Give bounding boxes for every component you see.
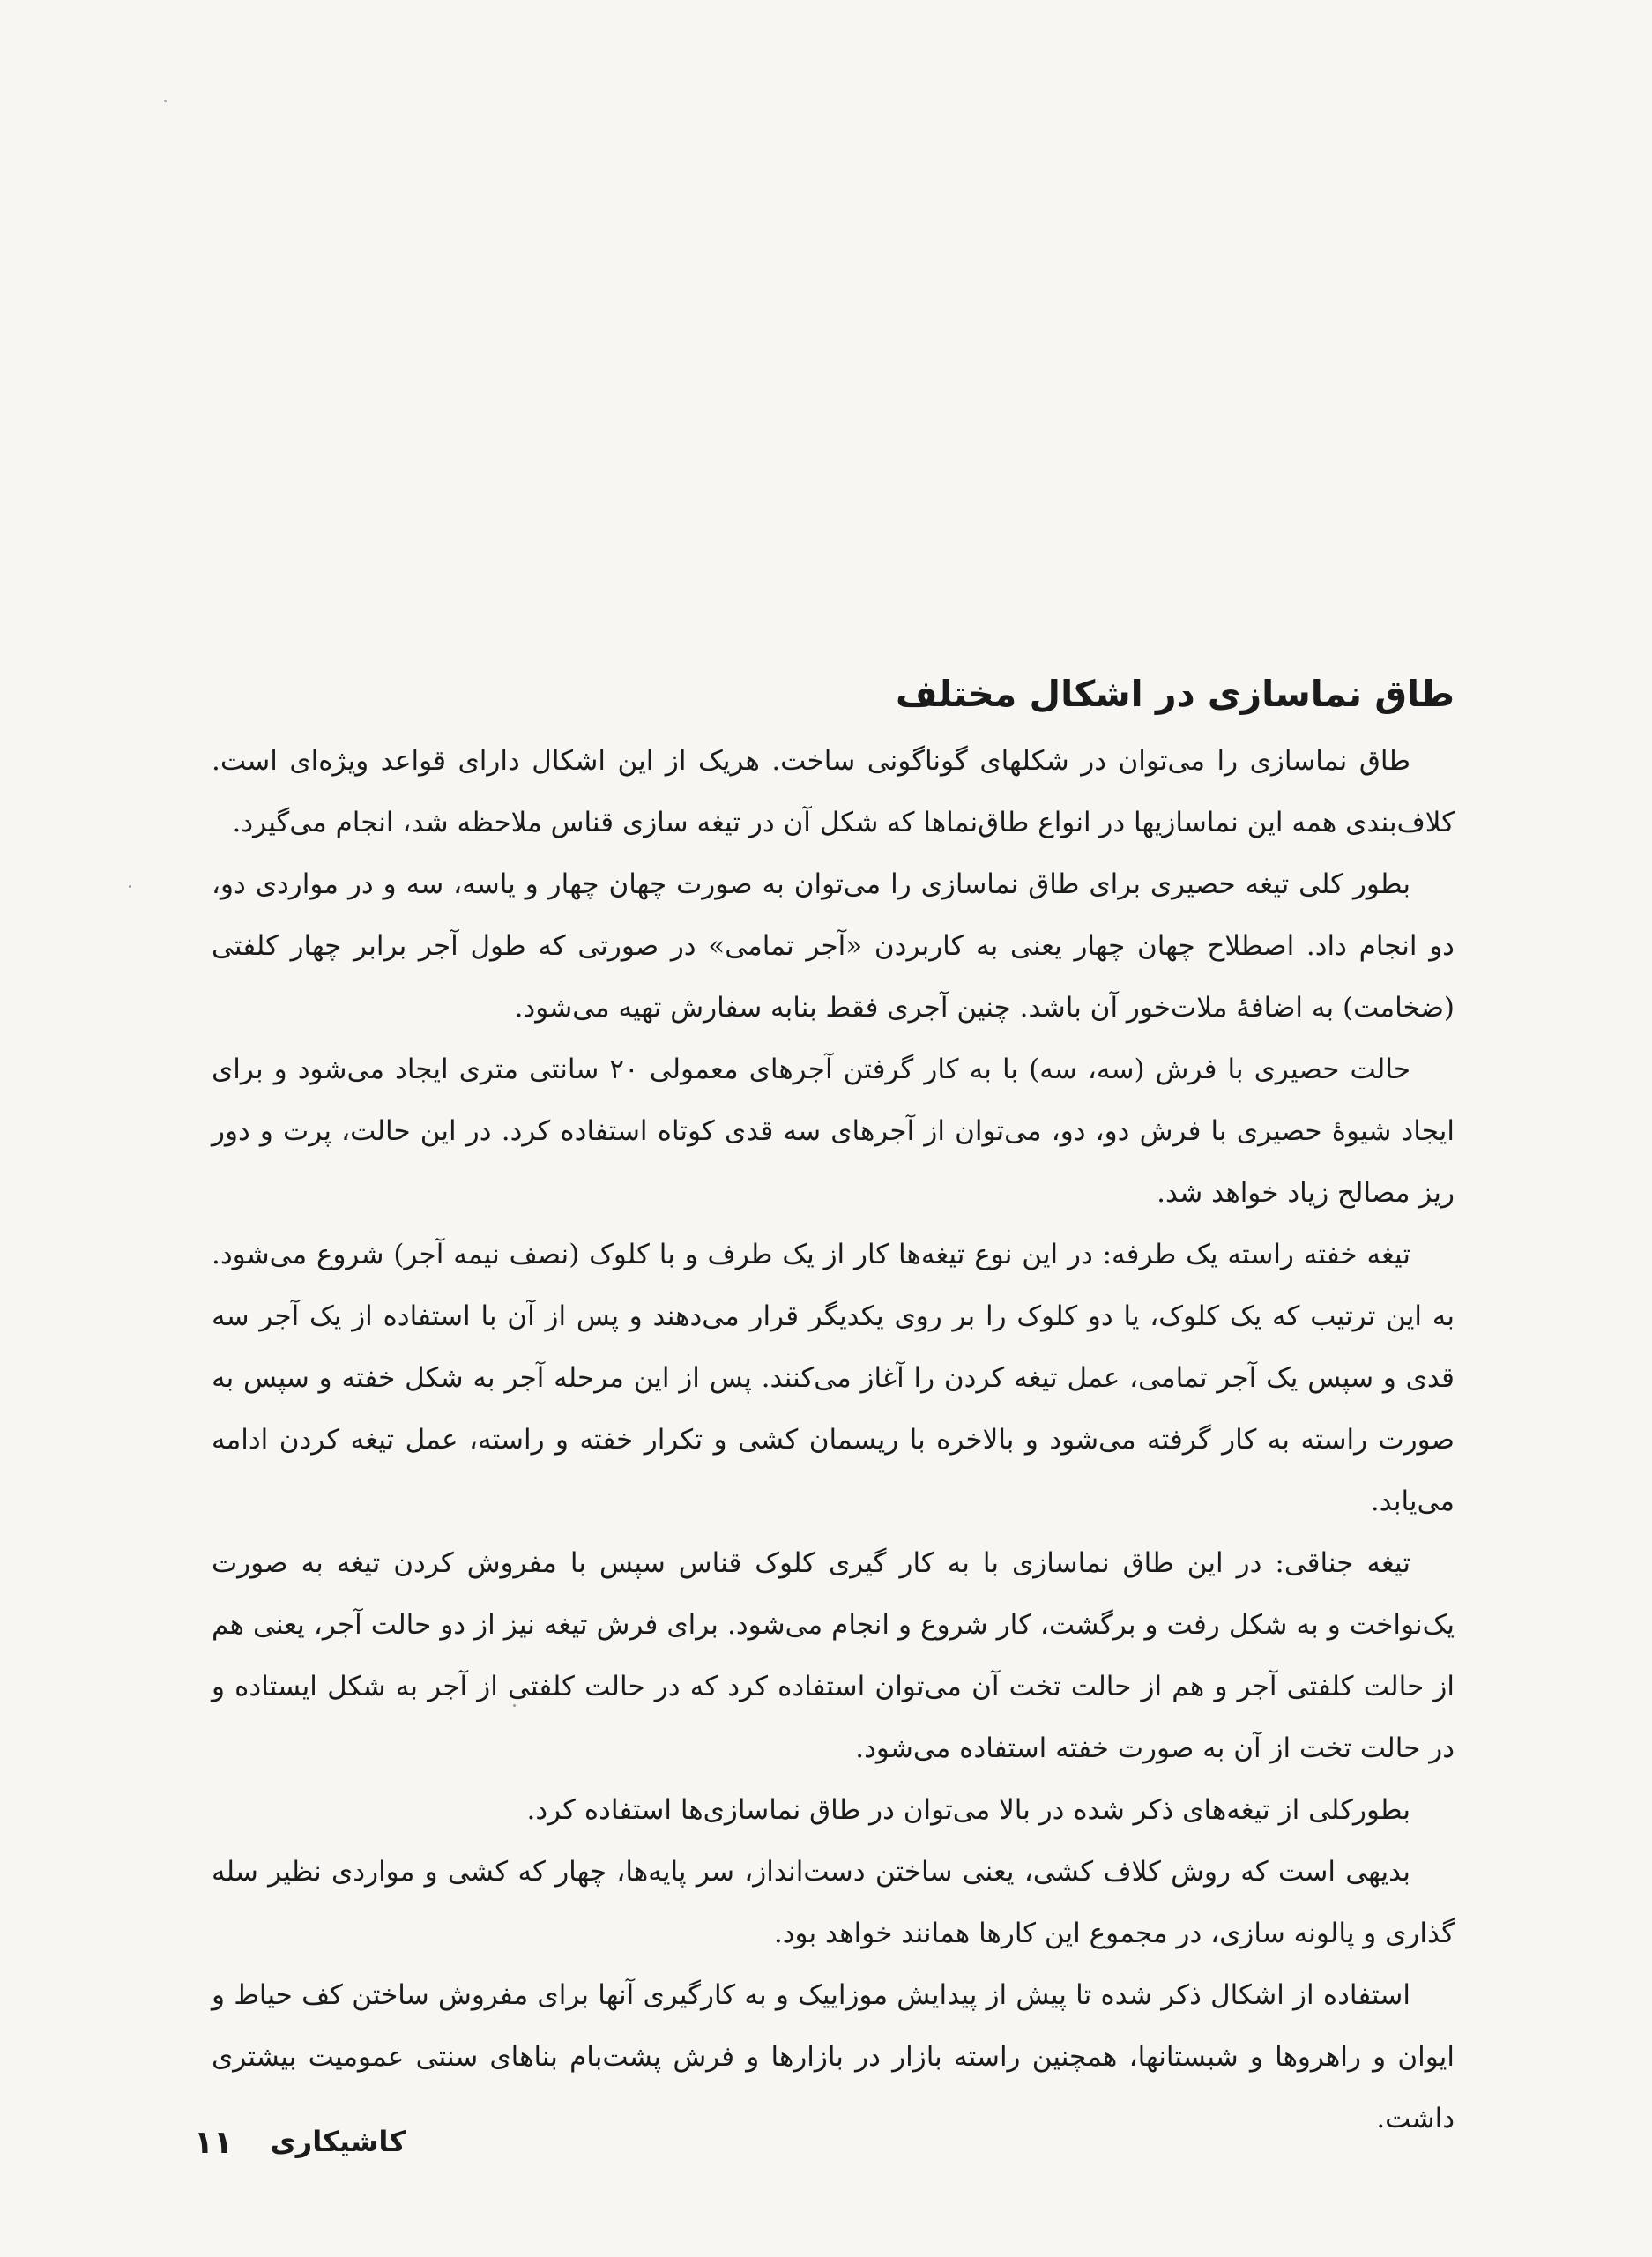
paper-speck — [129, 885, 131, 888]
paragraph: تیغه خفته راسته یک طرفه: در این نوع تیغه‌ها کار از یک طرف و با کلوک (نصف نیمه آجر) شروع می‌شود. به این ترتیب که یک کلوک، یا دو کلوک را بر روی یکدیگر قرار می‌دهند و پس از آن با استفاده از یک آجر سه قدی و سپس یک آجر تمامی، عمل تیغه کردن را آغاز می‌کنند. پس از این مرحله آجر به شکل خفته و سپس به صورت راسته به کار گرفته می‌شود و بالاخره با ریسمان کشی و تکرار خفته و راسته، عمل تیغه کردن ادامه می‌یابد. — [212, 1239, 1455, 1517]
paragraph: حالت حصیری با فرش (سه، سه) با به کار گرفتن آجرهای معمولی ۲۰ سانتی متری ایجاد می‌شود و برای ایجاد شیوهٔ حصیری با فرش دو، دو، می‌توان از آجرهای سه قدی کوتاه استفاده کرد. در این حالت، پرت و دور ریز مصالح زیاد خواهد شد. — [212, 1054, 1455, 1209]
paper-speck — [164, 100, 167, 102]
paragraph: استفاده از اشکال ذکر شده تا پیش از پیدایش موزاییک و به کارگیری آنها برای مفروش ساختن کف حیاط و ایوان و راهروها و شبستانها، همچنین راسته بازار در بازارها و فرش پشت‌بام بناهای سنتی عمومیت بیشتری داشت. — [212, 1979, 1455, 2134]
page-number: ۱۱ — [194, 2125, 233, 2161]
paragraph: بطورکلی از تیغه‌های ذکر شده در بالا می‌توان در طاق نماسازی‌ها استفاده کرد. — [526, 1794, 1410, 1826]
paragraph: طاق نماسازی را می‌توان در شکلهای گوناگونی ساخت. هریک از این اشکال دارای قواعد ویژه‌ای است. کلاف‌بندی همه این نماسازیها در انواع طاق‌نماها که شکل آن در تیغه سازی قناس ملاحظه شد، انجام می‌گیرد. — [212, 745, 1455, 838]
paragraph: بدیهی است که روش کلاف کشی، یعنی ساختن دست‌انداز، سر پایه‌ها، چهار که کشی و مواردی نظیر سله گذاری و پالونه سازی، در مجموع این کارها همانند خواهد بود. — [212, 1856, 1455, 1949]
page-footer — [194, 2125, 406, 2178]
paragraph: تیغه جناقی: در این طاق نماسازی با به کار گیری کلوک قناس سپس با مفروش کردن تیغه به صورت یک‌نواخت و به شکل رفت و برگشت، کار شروع و انجام می‌شود. برای فرش تیغه نیز از دو حالت آجر، یعنی هم از حالت کلفتی آجر و هم از حالت تخت آن می‌توان استفاده کرد که در حالت کلفتی از آجر به شکل ایستاده و در حالت تخت از آن به صورت خفته استفاده می‌شود. — [212, 1547, 1455, 1764]
paragraph: بطور کلی تیغه حصیری برای طاق نماسازی را می‌توان به صورت چهان چهار و یاسه، سه و در مواردی دو، دو انجام داد. اصطلاح چهان چهار یعنی به کاربردن «آجر تمامی» در صورتی که طول آجر برابر چهار کلفتی (ضخامت) به اضافهٔ ملات‌خور آن باشد. چنین آجری فقط بنابه سفارش تهیه می‌شود. — [212, 868, 1455, 1024]
section-title: طاق نماسازی در اشکال مختلف — [896, 673, 1455, 715]
running-book-title: کاشیکاری — [270, 2125, 406, 2158]
article-body — [212, 670, 1455, 2149]
